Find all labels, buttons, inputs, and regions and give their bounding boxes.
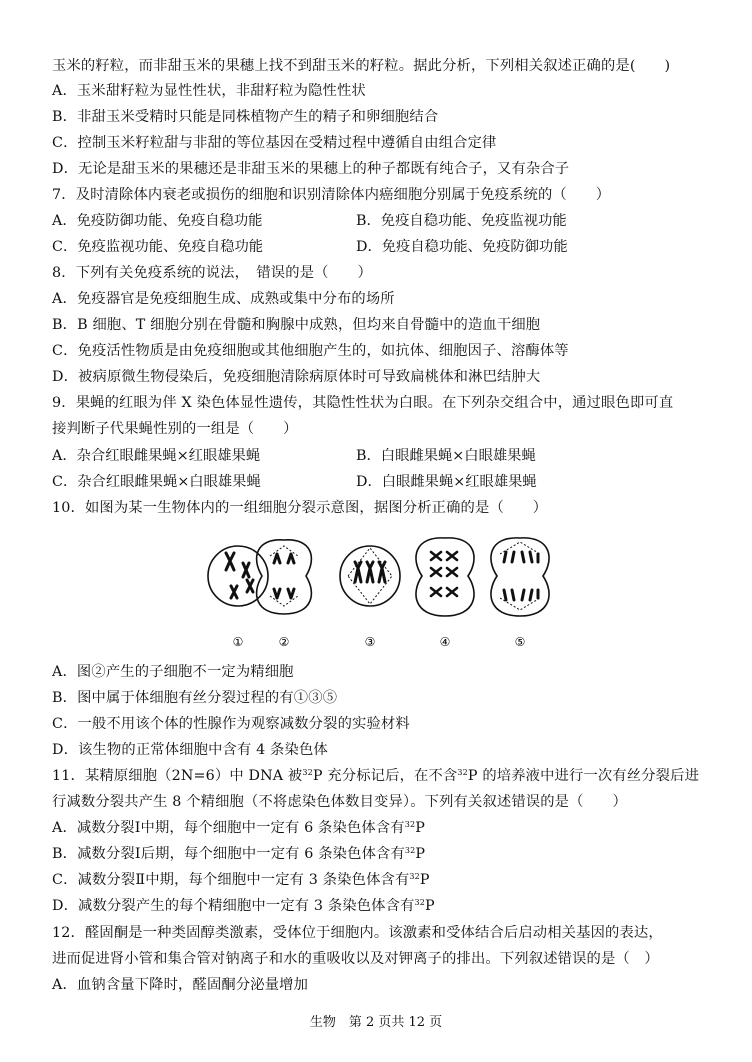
q8-option-c: C．免疫活性物质是由免疫细胞或其他细胞产生的，如抗体、细胞因子、溶酶体等 — [52, 343, 569, 359]
q7-stem: 7．及时清除体内衰老或损伤的细胞和识别清除体内癌细胞分别属于免疫系统的（ ） — [52, 187, 611, 203]
q10-option-d: D．该生物的正常体细胞中含有 4 条染色体 — [52, 742, 328, 758]
figure-label-5: ⑤ — [514, 635, 526, 649]
q8-stem: 8．下列有关免疫系统的说法， 错误的是（ ） — [52, 265, 372, 281]
q10-option-a: A．图②产生的子细胞不一定为精细胞 — [52, 664, 294, 680]
q11-stem-part-a: 11．某精原细胞（2N=6）中 DNA 被 — [52, 768, 303, 784]
q11-stem-part-b: P 充分标记后，在不含 — [312, 768, 458, 784]
q11-option-a-text: A．减数分裂Ⅰ中期，每个细胞中一定有 6 条染色体含有 — [52, 820, 405, 836]
figure-label-1: ① — [232, 635, 244, 649]
q11-stem-line2: 行减数分裂共产生 8 个精细胞（不将虑染色体数目变异）。下列有关叙述错误的是（ ） — [52, 794, 627, 810]
q11-stem-part-c: P 的培养液中进行一次有丝分裂后进 — [467, 768, 700, 784]
q12-option-a: A．血钠含量下降时，醛固酮分泌量增加 — [52, 977, 309, 993]
cell-4-diagram — [416, 538, 474, 616]
q6-option-a: A．玉米甜籽粒为显性性状，非甜籽粒为隐性性状 — [52, 83, 366, 99]
isotope-superscript: 32 — [414, 898, 426, 907]
q10-stem: 10．如图为某一生物体内的一组细胞分裂示意图，据图分析正确的是（ ） — [52, 500, 548, 516]
q11-stem-line1 — [52, 765, 702, 787]
q6-option-c: C．控制玉米籽粒甜与非甜的等位基因在受精过程中遵循自由组合定律 — [52, 135, 497, 151]
q7-option-b: B．免疫自稳功能、免疫监视功能 — [356, 213, 567, 229]
q9-options-row2 — [52, 471, 702, 493]
isotope-superscript: 32 — [302, 768, 313, 777]
q9-stem-line2: 接判断子代果蝇性别的一组是（ ） — [52, 421, 298, 437]
figure-label-2: ② — [278, 635, 290, 649]
q8-option-b: B．B 细胞、T 细胞分别在骨髓和胸腺中成熟，但均来自骨髓中的造血干细胞 — [52, 317, 541, 333]
q8-option-a: A．免疫器官是免疫细胞生成、成熟或集中分布的场所 — [52, 291, 395, 307]
q9-options-row1 — [52, 445, 702, 467]
q11-option-b — [52, 843, 702, 865]
q12-stem-line2: 进而促进肾小管和集合管对钠离子和水的重吸收以及对钾离子的排出。下列叙述错误的是（ ） — [52, 951, 659, 967]
q8-option-d: D．被病原微生物侵染后，免疫细胞清除病原体时可导致扁桃体和淋巴结肿大 — [52, 369, 541, 385]
isotope-element: P — [415, 820, 426, 836]
q7-options-row2 — [52, 236, 702, 258]
q6-option-d: D．无论是甜玉米的果穗还是非甜玉米的果穗上的种子都既有纯合子，又有杂合子 — [52, 161, 570, 177]
q9-option-a: A．杂合红眼雌果蝇×红眼雄果蝇 — [52, 448, 261, 464]
page-footer: 生物 第 2 页共 12 页 — [309, 1015, 443, 1030]
q7-option-a: A．免疫防御功能、免疫自稳功能 — [52, 213, 263, 229]
q7-option-c: C．免疫监视功能、免疫自稳功能 — [52, 239, 264, 255]
q11-option-c — [52, 869, 702, 891]
isotope-element: P — [419, 872, 430, 888]
q10-option-c: C．一般不用该个体的性腺作为观察减数分裂的实验材料 — [52, 716, 410, 732]
q6-option-b: B．非甜玉米受精时只能是同株植物产生的精子和卵细胞结合 — [52, 109, 439, 125]
q12-stem-line1: 12．醛固酮是一种类固醇类激素，受体位于细胞内。该激素和受体结合后启动相关基因的表达， — [52, 925, 663, 941]
q7-options-row1 — [52, 210, 702, 232]
q9-option-d: D．白眼雌果蝇×红眼雄果蝇 — [356, 474, 537, 490]
cell-5-diagram — [491, 538, 549, 616]
isotope-superscript: 32 — [409, 872, 420, 881]
isotope-superscript: 32 — [404, 820, 416, 829]
q9-option-c: C．杂合红眼雌果蝇×白眼雄果蝇 — [52, 474, 261, 490]
q6-stem: 玉米的籽粒，而非甜玉米的果穗上找不到甜玉米的籽粒。据此分析，下列相关叙述正确的是( ) — [52, 58, 671, 74]
figure-label-3: ③ — [364, 635, 376, 649]
isotope-element: P — [425, 898, 435, 914]
q11-option-b-text: B．减数分裂Ⅰ后期，每个细胞中一定有 6 条染色体含有 — [52, 846, 405, 862]
isotope-superscript: 32 — [457, 768, 468, 777]
q11-option-d-text: D．减数分裂产生的每个精细胞中一定有 3 条染色体含有 — [52, 898, 415, 914]
q9-option-b: B．白眼雌果蝇×白眼雄果蝇 — [356, 448, 536, 464]
q7-option-d: D．免疫自稳功能、免疫防御功能 — [356, 239, 568, 255]
cell-division-figure — [200, 528, 560, 656]
q10-option-b: B．图中属于体细胞有丝分裂过程的有①③⑤ — [52, 690, 338, 706]
cell-1-diagram — [208, 546, 268, 606]
q11-option-d — [52, 895, 702, 917]
q11-option-c-text: C．减数分裂Ⅱ中期，每个细胞中一定有 3 条染色体含有 — [52, 872, 410, 888]
isotope-superscript: 32 — [404, 846, 416, 855]
cell-3-diagram — [340, 546, 400, 606]
q9-stem-line1: 9．果蝇的红眼为伴 X 染色体显性遗传，其隐性性状为白眼。在下列杂交组合中，通过眼色即可直 — [52, 395, 674, 411]
q11-option-a — [52, 817, 702, 839]
cell-2-diagram — [257, 540, 312, 614]
isotope-element: P — [415, 846, 426, 862]
figure-label-4: ④ — [439, 635, 451, 649]
